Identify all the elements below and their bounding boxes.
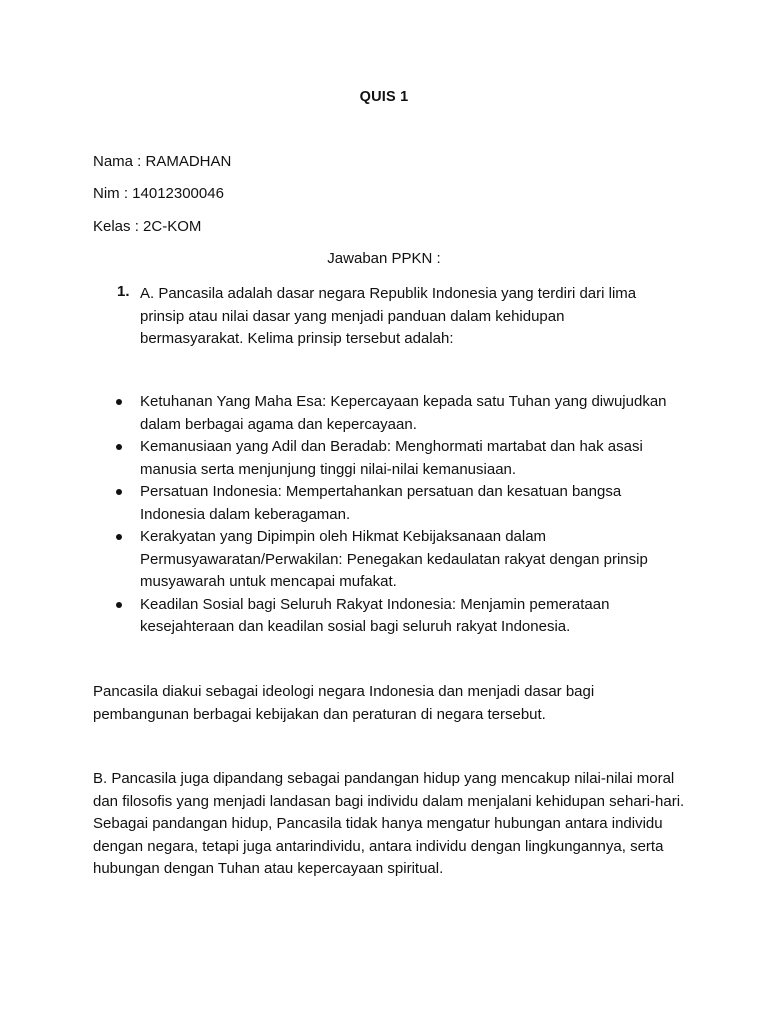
question-number: 1.: [117, 283, 130, 300]
paragraph-b: B. Pancasila juga dipandang sebagai pandangan hidup yang mencakup nilai-nilai moral dan filosofis yang menjadi landasan bagi individu dalam menjalani kehidupan sehari-hari. Sebagai pandangan hidup, Pancasila tidak hanya mengatur hubungan antara individu dengan negara, tetapi juga antarindividu, antara individu dengan lingkungannya, serta hubungan dengan Tuhan atau kepercayaan spiritual.: [93, 770, 685, 877]
list-item-text: Persatuan Indonesia: Mempertahankan persatuan dan kesatuan bangsa Indonesia dalam keberagaman.: [140, 483, 622, 523]
field-kelas: Kelas : 2C-KOM: [93, 218, 202, 235]
bullet-icon: [116, 399, 122, 405]
bullet-icon: [116, 534, 122, 540]
list-item-text: Keadilan Sosial bagi Seluruh Rakyat Indonesia: Menjamin pemerataan kesejahteraan dan keadilan sosial bagi seluruh rakyat Indonesia.: [140, 595, 610, 635]
answer-heading: Jawaban PPKN :: [327, 250, 441, 267]
bullet-icon: [116, 444, 122, 450]
list-item-text: Ketuhanan Yang Maha Esa: Kepercayaan kepada satu Tuhan yang diwujudkan dalam berbagai agama dan kepercayaan.: [140, 393, 667, 433]
list-item: [114, 436, 684, 481]
list-item: [114, 526, 684, 594]
bullet-icon: [116, 489, 122, 495]
document-title: QUIS 1: [359, 89, 409, 105]
list-item: [114, 594, 684, 639]
list-item-text: Kemanusiaan yang Adil dan Beradab: Menghormati martabat dan hak asasi manusia serta menjunjung tinggi nilai-nilai kemanusiaan.: [140, 438, 643, 478]
list-item: [114, 481, 684, 526]
list-item: [114, 391, 684, 436]
field-nim: Nim : 14012300046: [93, 185, 224, 202]
paragraph-ideology: Pancasila diakui sebagai ideologi negara Indonesia dan menjadi dasar bagi pembangunan berbagai kebijakan dan peraturan di negara tersebut.: [93, 683, 595, 723]
field-nama: Nama : RAMADHAN: [93, 153, 232, 170]
principles-list: [114, 391, 684, 639]
list-item-text: Kerakyatan yang Dipimpin oleh Hikmat Kebijaksanaan dalam Permusyawaratan/Perwakilan: Penegakan kedaulatan rakyat dengan prinsip musyawarah untuk mencapai mufakat.: [140, 528, 648, 590]
bullet-icon: [116, 602, 122, 608]
question-text: A. Pancasila adalah dasar negara Republik Indonesia yang terdiri dari lima prinsip atau nilai dasar yang menjadi panduan dalam kehidupan bermasyarakat. Kelima prinsip tersebut adalah:: [140, 285, 637, 347]
